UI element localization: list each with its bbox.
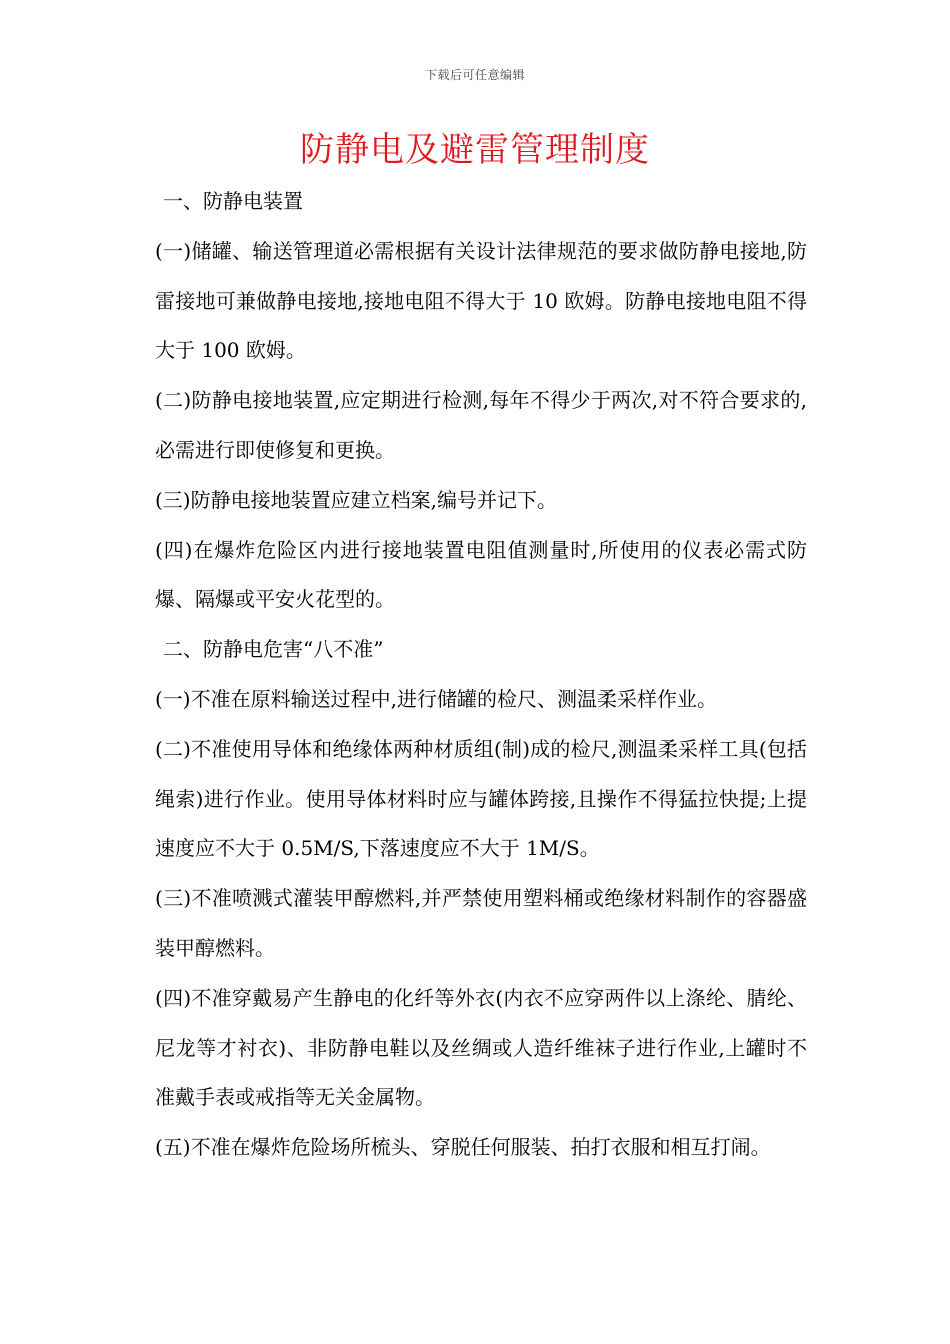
clause-paragraph: (四)在爆炸危险区内进行接地装置电阻值测量时,所使用的仪表必需式防爆、隔爆或平安火花型的。 (155, 537, 807, 612)
clause-paragraph: (二)不准使用导体和绝缘体两种材质组(制)成的检尺,测温柔采样工具(包括绳索)进行作业。使用导体材料时应与罐体跨接,且操作不得猛拉快提;上提速度应不大于 0.5M/S,下落速度应不大于 1M/S。 (155, 736, 807, 861)
clause-paragraph: (三)不准喷溅式灌装甲醇燃料,并严禁使用塑料桶或绝缘材料制作的容器盛装甲醇燃料。 (155, 886, 807, 960)
clause-paragraph: (五)不准在爆炸危险场所梳头、穿脱任何服装、拍打衣服和相互打闹。 (155, 1135, 771, 1160)
page-header: 下载后可任意编辑 (424, 68, 525, 82)
document-title: 防静电及避雷管理制度 (300, 130, 650, 170)
clause-paragraph: (一)储罐、输送管理道必需根据有关设计法律规范的要求做防静电接地,防雷接地可兼做静电接地,接地电阻不得大于 10 欧姆。防静电接地电阻不得大于 100 欧姆。 (155, 238, 807, 363)
clause-paragraph: (三)防静电接地装置应建立档案,编号并记下。 (155, 487, 557, 512)
document-body (145, 177, 807, 1173)
clause-paragraph: (四)不准穿戴易产生静电的化纤等外衣(内衣不应穿两件以上涤纶、腈纶、尼龙等才衬衣)、非防静电鞋以及丝绸或人造纤维袜子进行作业,上罐时不准戴手表或戒指等无关金属物。 (155, 985, 807, 1110)
clause-paragraph: (二)防静电接地装置,应定期进行检测,每年不得少于两次,对不符合要求的,必需进行即使修复和更换。 (155, 388, 807, 462)
section-heading: 一、防静电装置 (163, 189, 303, 213)
clause-paragraph: (一)不准在原料输送过程中,进行储罐的检尺、测温柔采样作业。 (155, 686, 717, 711)
section-heading: 二、防静电危害“八不准” (163, 637, 384, 662)
